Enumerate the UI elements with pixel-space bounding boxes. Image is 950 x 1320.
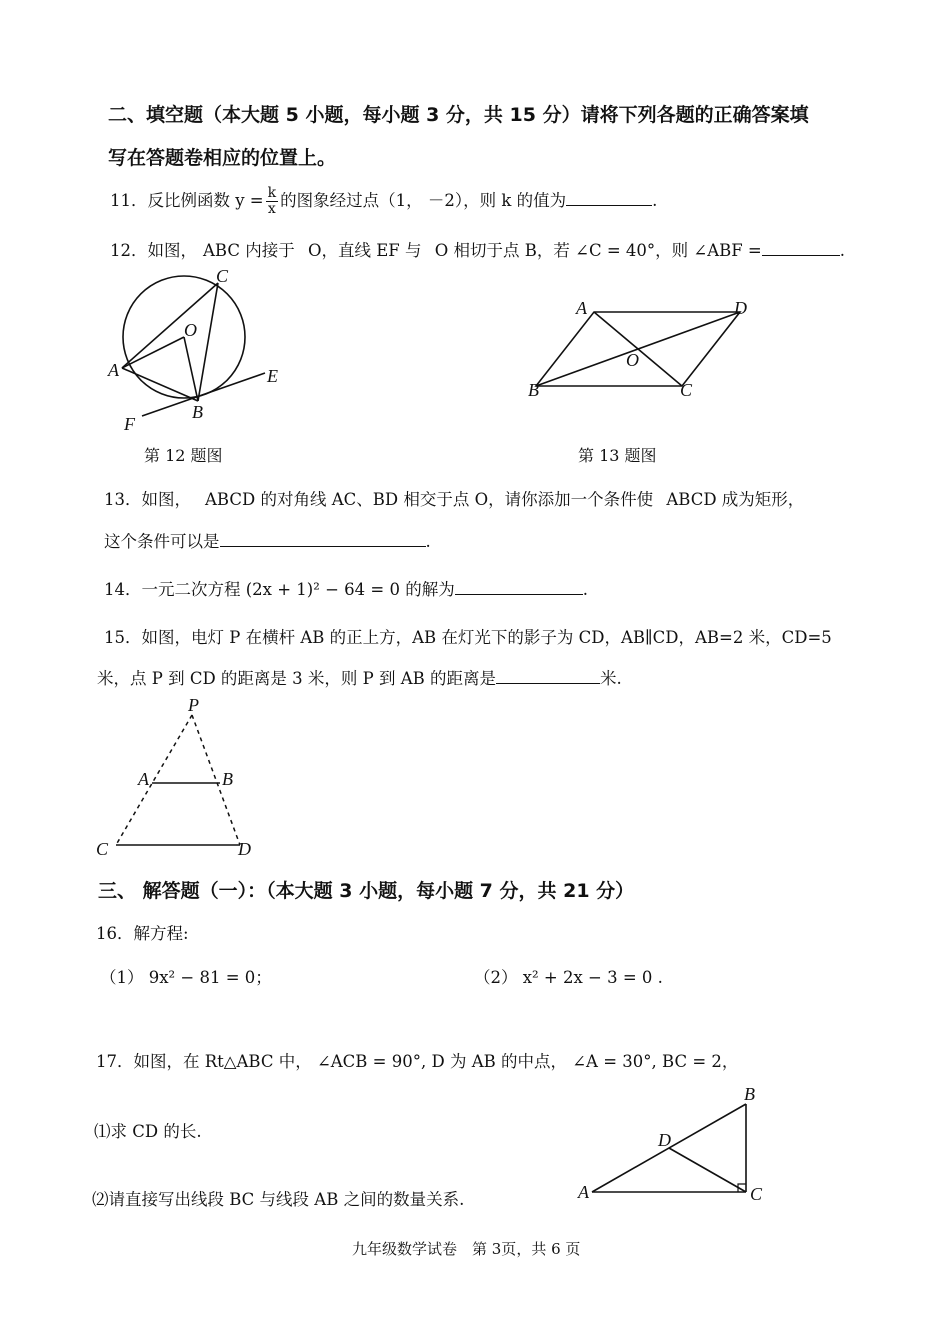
page-footer: 九年级数学试卷 第 3页，共 6 页: [352, 1240, 581, 1258]
question-15-line1: 15．如图，电灯 P 在横杆 AB 的正上方，AB 在灯光下的影子为 CD，AB∥CD，AB=2 米，CD=5: [104, 628, 832, 647]
fig12-label-e: E: [267, 366, 278, 386]
q11-fraction: [266, 186, 278, 217]
q11-prefix: 11．反比例函数 y =: [110, 191, 264, 210]
q11-answer-blank: [566, 189, 652, 206]
q12-text-d: O 相切于点 B，若 ∠C = 40°，则 ∠ABF =: [434, 241, 762, 260]
q12-end: .: [839, 241, 846, 260]
question-13-line2: [104, 528, 431, 552]
fig12-label-f: F: [124, 414, 135, 434]
fig17-label-c: C: [750, 1184, 763, 1204]
fig13-label-o: O: [626, 350, 639, 370]
fig13-label-d: D: [734, 298, 747, 318]
figure-12-diagram: [100, 260, 300, 440]
fig15-label-a: A: [138, 769, 149, 789]
q11-frac-num: k: [267, 185, 277, 201]
q11-end: .: [652, 191, 658, 210]
fig13-label-c: C: [680, 380, 693, 400]
fig13-label-b: B: [528, 380, 539, 400]
q13-end: .: [425, 532, 431, 551]
question-16-part2: （2） x² + 2x − 3 = 0 .: [474, 968, 663, 987]
fig15-label-p: P: [188, 695, 199, 715]
q15-line2-b: 米.: [600, 669, 622, 688]
q12-text-b: ABC 内接于: [203, 241, 300, 260]
section3-title: 三、 解答题（一）：（本大题 3 小题，每小题 7 分，共 21 分）: [98, 880, 635, 902]
fig17-label-b: B: [744, 1084, 755, 1104]
question-17-title: 17．如图，在 Rt△ABC 中， ∠ACB = 90°, D 为 AB 的中点， ∠A = 30°, BC = 2，: [96, 1052, 739, 1071]
q14-answer-blank: [455, 578, 583, 595]
figure-12-caption: 第 12 题图: [144, 446, 223, 465]
section2-title-line2: 写在答题卷相应的位置上。: [108, 147, 337, 169]
fig12-label-c: C: [216, 266, 229, 286]
question-17-part1: ⑴求 CD 的长.: [94, 1122, 202, 1141]
q11-suffix: 的图象经过点（1， －2），则 k 的值为: [280, 191, 567, 210]
q13-line1-c: ABCD 成为矩形，: [666, 490, 805, 509]
q14-end: .: [582, 580, 588, 599]
question-13-line1: [104, 486, 804, 510]
q12-text-c: O，直线 EF 与: [307, 241, 427, 260]
question-16-title: 16．解方程:: [96, 924, 189, 943]
q13-answer-blank: [220, 530, 426, 547]
q15-line2-a: 米，点 P 到 CD 的距离是 3 米，则 P 到 AB 的距离是: [97, 669, 497, 688]
question-17-part2: ⑵请直接写出线段 BC 与线段 AB 之间的数量关系.: [92, 1190, 465, 1209]
q13-line1-b: ABCD 的对角线 AC、BD 相交于点 O，请你添加一个条件使: [205, 490, 659, 509]
fig17-label-a: A: [578, 1182, 589, 1202]
fig17-label-d: D: [658, 1130, 671, 1150]
fig12-label-o: O: [184, 320, 197, 340]
fig15-label-c: C: [96, 839, 109, 859]
figure-13-caption: 第 13 题图: [578, 446, 657, 465]
q13-line1-a: 13．如图，: [104, 490, 191, 509]
figure-13-diagram: [520, 290, 760, 410]
figure-17-diagram: [570, 1080, 780, 1210]
q12-text-a: 12．如图，: [110, 241, 197, 260]
question-14: [104, 576, 588, 600]
fig15-label-b: B: [222, 769, 233, 789]
question-15-line2: [97, 665, 622, 689]
question-16-part1: （1） 9x² − 81 = 0；: [100, 968, 272, 987]
fig12-label-a: A: [108, 360, 119, 380]
fig15-label-d: D: [238, 839, 251, 859]
q11-frac-den: x: [267, 201, 276, 217]
q14-text: 14．一元二次方程 (2x + 1)² − 64 = 0 的解为: [104, 580, 455, 599]
q13-line2: 这个条件可以是: [104, 532, 220, 551]
question-12: [110, 237, 845, 261]
fig13-label-a: A: [576, 298, 587, 318]
section2-title-line1: 二、填空题（本大题 5 小题，每小题 3 分，共 15 分）请将下列各题的正确答案填: [108, 104, 809, 126]
figure-15-diagram: [90, 695, 270, 865]
q12-answer-blank: [762, 239, 840, 256]
fig12-label-b: B: [192, 402, 203, 422]
q15-answer-blank: [496, 667, 600, 684]
question-11: [110, 186, 657, 217]
